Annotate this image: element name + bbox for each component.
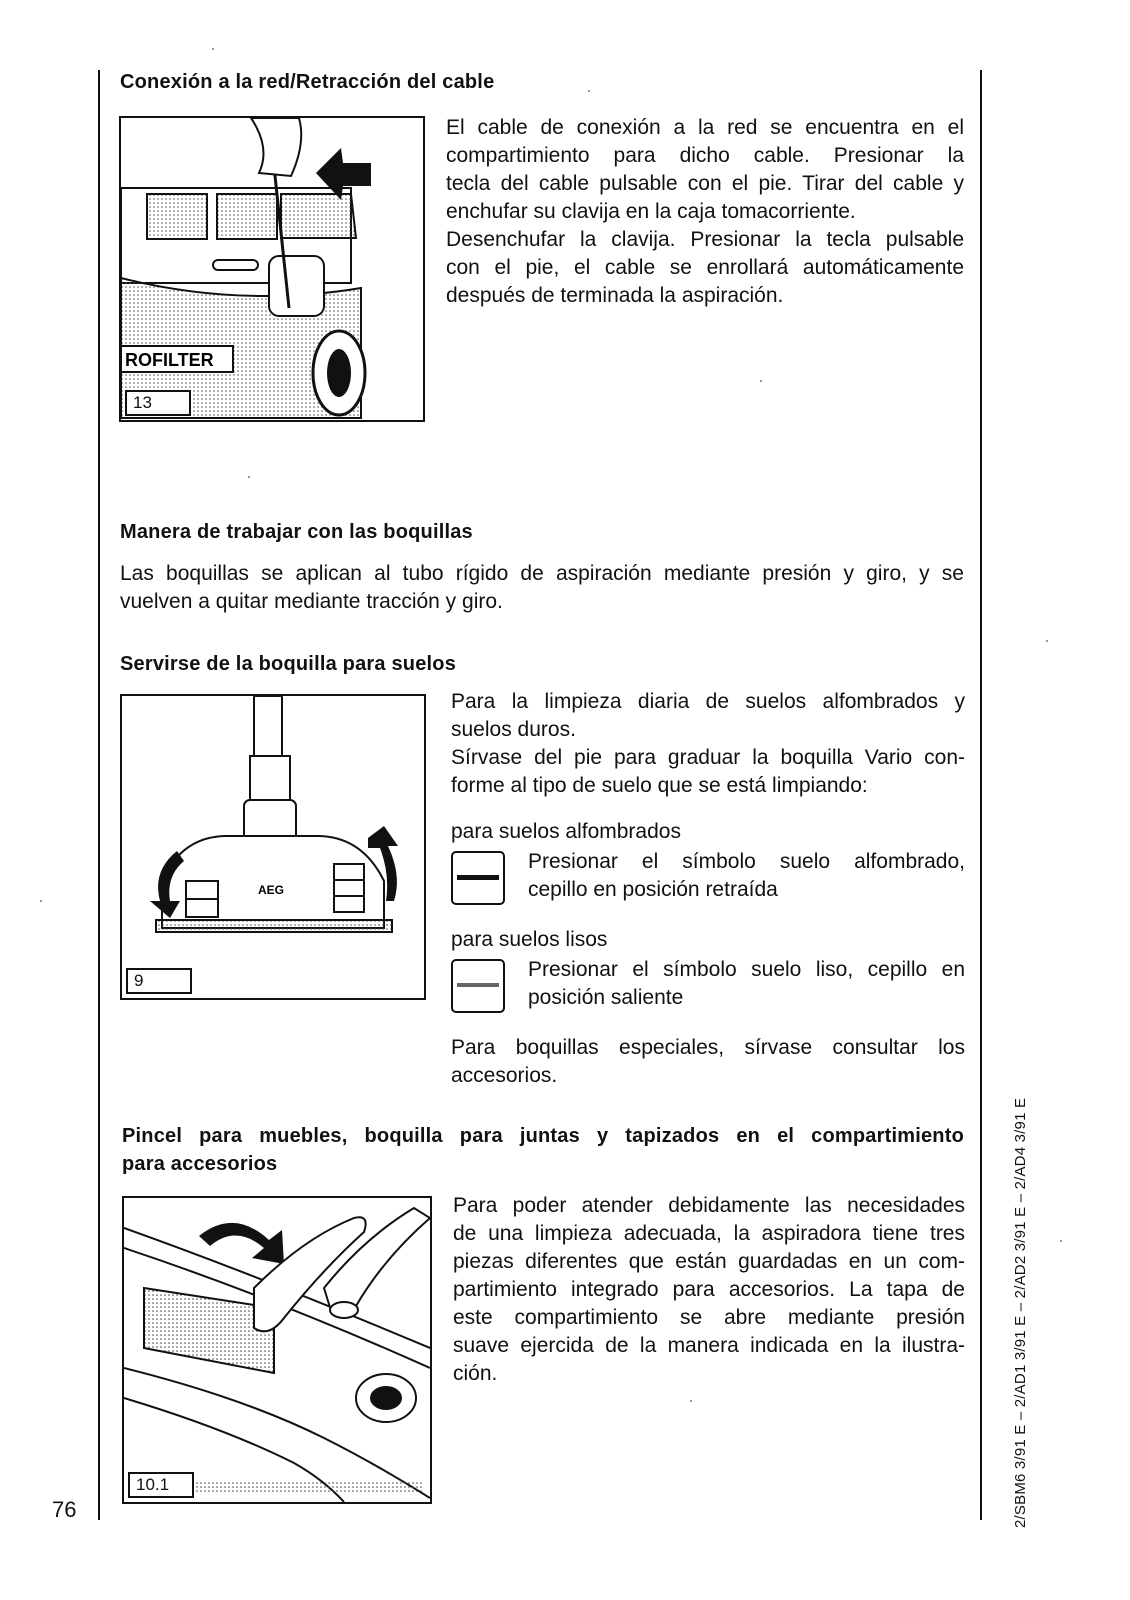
accessories-line: ción. [453, 1362, 498, 1385]
special-line: Para boquillas especiales, sírvase consultar los [451, 1036, 965, 1059]
page-number: 76 [52, 1497, 77, 1522]
carpet-line: Presionar el símbolo suelo alfombrado, [528, 850, 965, 873]
accessories-heading-line: Pincel para muebles, boquilla para juntas y tapizados en el compartimiento [122, 1125, 964, 1147]
scan-speck [1046, 640, 1048, 642]
floor-line: Sírvase del pie para graduar la boquilla Vario con- [451, 746, 965, 769]
carpet-floor-symbol [451, 851, 505, 905]
carpet-symbol-bar [457, 875, 499, 880]
heading-floor-nozzle: Servirse de la boquilla para suelos [120, 653, 457, 675]
special-nozzles-paragraph [451, 1034, 965, 1090]
accessories-line: piezas diferentes que están guardadas en un com- [453, 1250, 965, 1273]
scan-speck [1060, 1240, 1062, 1242]
floor-intro-paragraph [451, 688, 965, 800]
right-margin-rule [980, 70, 982, 1520]
carpet-label: para suelos alfombrados [451, 820, 681, 843]
smooth-line: posición saliente [528, 986, 684, 1009]
smooth-label: para suelos lisos [451, 928, 608, 951]
figure-number-13: 13 [125, 390, 191, 416]
accessories-line: de una limpieza adecuada, la aspiradora tiene tres [453, 1222, 965, 1245]
cable-line: compartimiento para dicho cable. Presionar la [446, 144, 964, 167]
figure-label-text: ROFILTER [125, 350, 214, 370]
accessories-line: este compartimiento se abre mediante presión [453, 1306, 965, 1329]
figure-13-cable [119, 116, 425, 422]
accessories-heading-line: para accesorios [122, 1153, 278, 1175]
smooth-floor-symbol [451, 959, 505, 1013]
accessories-line: Para poder atender debidamente las necesidades [453, 1194, 965, 1217]
smooth-instruction [528, 956, 965, 1012]
carpet-instruction [528, 848, 965, 904]
figure-number-9: 9 [126, 968, 192, 994]
scan-speck [760, 380, 762, 382]
nozzles-line: Las boquillas se aplican al tubo rígido de aspiración mediante presión y giro, y se [120, 562, 964, 585]
figure-number-10-1: 10.1 [128, 1472, 194, 1498]
heading-accessories [122, 1122, 964, 1178]
heading-nozzles: Manera de trabajar con las boquillas [120, 521, 473, 543]
cable-line: tecla del cable pulsable con el pie. Tirar del cable y [446, 172, 964, 195]
brand-label-text: AEG [258, 883, 285, 897]
scan-speck [248, 476, 250, 478]
floor-line: Para la limpieza diaria de suelos alfombrados y [451, 690, 965, 713]
cable-line: con el pie, el cable se enrollará automáticamente [446, 256, 964, 279]
cable-paragraph [446, 114, 964, 310]
accessories-paragraph [453, 1192, 965, 1388]
smooth-symbol-bar [457, 983, 499, 987]
accessories-illustration [124, 1198, 430, 1502]
floor-nozzle-illustration [122, 696, 424, 998]
floor-line: forme al tipo de suelo que se está limpiando: [451, 774, 868, 797]
cable-line: enchufar su clavija en la caja tomacorriente. [446, 200, 856, 223]
nozzles-paragraph [120, 560, 964, 616]
scan-speck [212, 48, 214, 50]
cable-line: después de terminada la aspiración. [446, 284, 784, 307]
nozzles-line: vuelven a quitar mediante tracción y giro. [120, 590, 503, 613]
figure-9-floor-nozzle [120, 694, 426, 1000]
scan-speck [40, 900, 42, 902]
cable-line: Desenchufar la clavija. Presionar la tecla pulsable [446, 228, 964, 251]
floor-line: suelos duros. [451, 718, 576, 741]
special-line: accesorios. [451, 1064, 558, 1087]
smooth-line: Presionar el símbolo suelo liso, cepillo en [528, 958, 965, 981]
scan-speck [690, 1400, 692, 1402]
carpet-line: cepillo en posición retraída [528, 878, 778, 901]
cable-line: El cable de conexión a la red se encuentra en el [446, 116, 964, 139]
accessories-line: partimiento integrado para accesorios. La tapa de [453, 1278, 965, 1301]
document-code-vertical: 2/SBM6 3/91 E – 2/AD1 3/91 E – 2/AD2 3/91 E – 2/AD4 3/91 E [1012, 1097, 1029, 1528]
heading-cable: Conexión a la red/Retracción del cable [120, 71, 495, 93]
accessories-line: suave ejercida de la manera indicada en la ilustra- [453, 1334, 965, 1357]
scan-speck [588, 90, 590, 92]
cable-illustration [121, 118, 423, 420]
figure-10-1-accessories [122, 1196, 432, 1504]
left-margin-rule [98, 70, 100, 1520]
